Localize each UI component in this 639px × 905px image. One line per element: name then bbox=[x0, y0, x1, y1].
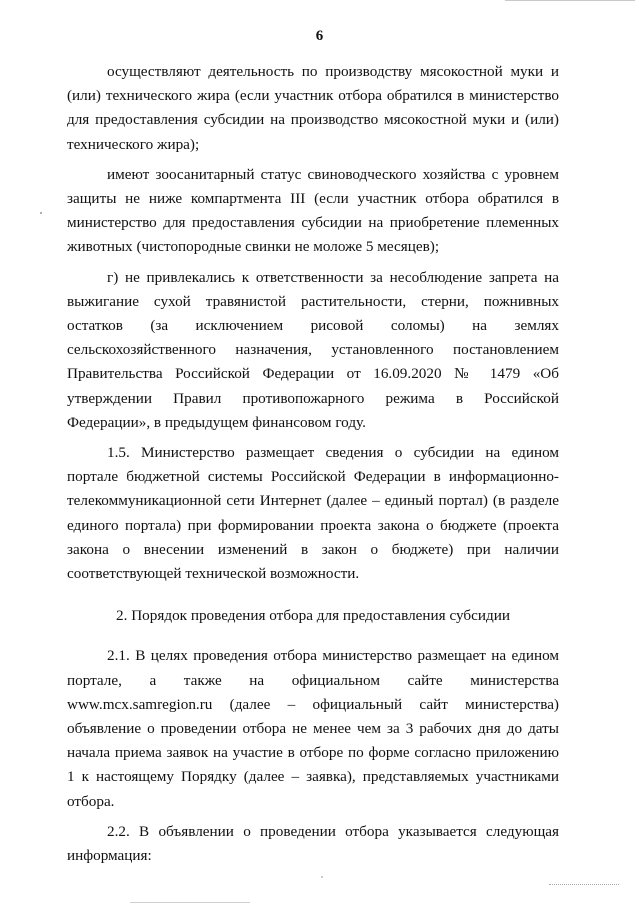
scan-artifact-bottom-dot bbox=[321, 876, 323, 878]
paragraph-2-2-information: 2.2. В объявлении о проведении отбора указывается следующая информация: bbox=[67, 822, 559, 865]
scan-artifact-bottom-line bbox=[130, 902, 250, 903]
page-number: 6 bbox=[315, 28, 324, 44]
paragraph-1-5-unified-portal: 1.5. Министерство размещает сведения о субсидии на едином портале бюджетной системы Российской Федерации в информационно-телекоммуникационной сети Интернет (далее – единый портал) (в разделе единого портала) при формировании проекта закона о бюджете (проекта закона о внесении изменений в закон о бюджете) при наличии соответствующей технической возможности. bbox=[67, 444, 559, 583]
scan-artifact-bottom-dots bbox=[549, 884, 619, 886]
paragraph-meat-bone-meal: осуществляют деятельность по производству мясокостной муки и (или) технического жира (если участник отбора обратился в министерство для предоставления субсидии на производство мясокостной муки и (или) технического жира); bbox=[67, 63, 559, 153]
paragraph-2-1-announcement: 2.1. В целях проведения отбора министерство размещает на едином портале, а также на официальном сайте министерства www.mcx.samregion.ru (далее – официальный сайт министерства) объявление о проведении отбора не менее чем за 3 рабочих дня до даты начала приема заявок на участие в отборе по форме согласно приложению 1 к настоящему Порядку (далее – заявка), представляемых участниками отбора. bbox=[67, 647, 559, 810]
section-heading: 2. Порядок проведения отбора для предоставления субсидии bbox=[116, 607, 510, 625]
scan-artifact-top-line bbox=[505, 0, 635, 1]
paragraph-zoosanitary-status: имеют зоосанитарный статус свиноводческого хозяйства с уровнем защиты не ниже компартмента III (если участник отбора обратился в министерство для предоставления субсидии на приобретение племенных животных (чистопородные свинки не моложе 5 месяцев); bbox=[67, 165, 559, 256]
document-body bbox=[67, 60, 559, 868]
paragraph-burning-ban: г) не привлекались к ответственности за несоблюдение запрета на выжигание сухой травянистой растительности, стерни, пожнивных остатков (за исключением рисовой соломы) на землях сельскохозяйственного назначения, установленного постановлением Правительства Российской Федерации от 16.09.2020 № 1479 «Об утверждении Правил противопожарного режима в Российской Федерации», в предыдущем финансовом году. bbox=[67, 268, 559, 431]
scan-artifact-left-dot bbox=[40, 212, 42, 214]
